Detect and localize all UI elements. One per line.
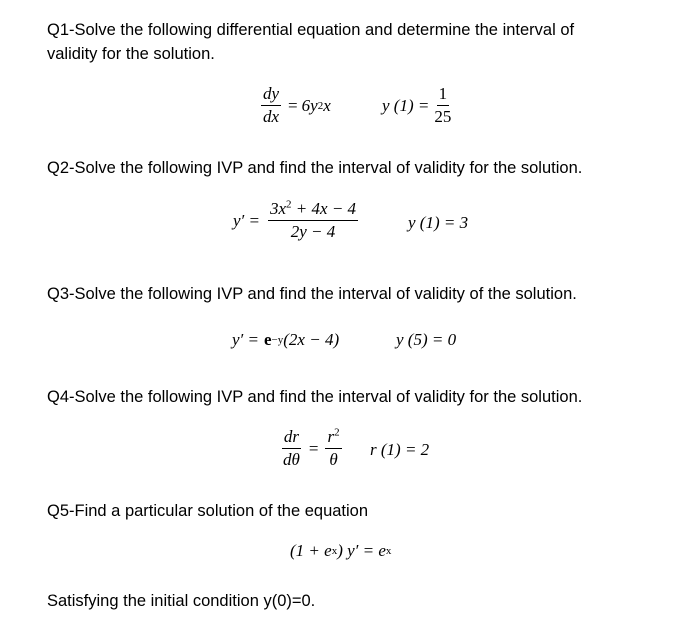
q4-cond-text: r (1) = 2 — [370, 440, 430, 459]
q4-rhs-num-base: r — [327, 427, 335, 446]
q4-prompt-line1: Q4-Solve the following IVP and find the interval of validity for the solution. — [47, 388, 583, 406]
q2-cond-text: y (1) = 3 — [408, 213, 469, 232]
q1-equals: = — [288, 95, 298, 115]
q3-lhs: y′ = — [232, 330, 259, 349]
q5-prompt-line1: Q5-Find a particular solution of the equation — [47, 502, 369, 520]
q1-rhs-var: x — [323, 95, 331, 115]
q4-lhs-num: dr — [282, 428, 301, 449]
q3-equation: y′ = e −y (2x − 4) — [232, 330, 340, 349]
q2-lhs: y′ = — [233, 210, 260, 230]
q5-part1: (1 + e — [290, 541, 332, 560]
q1-rhs-coef: 6y — [301, 95, 318, 115]
q4-lhs-fraction — [281, 428, 302, 469]
q4-rhs-num — [325, 428, 341, 449]
q1-prompt — [47, 18, 574, 66]
q2-equation — [233, 200, 361, 241]
q5-equation: (1 + e x ) y′ = e x — [290, 541, 392, 560]
q1-lhs-den: dx — [263, 107, 280, 126]
q3-condition — [396, 330, 456, 350]
q3-cond-text: y (5) = 0 — [396, 330, 457, 349]
q2-num-a: 3x — [270, 199, 287, 218]
q1-prompt-line2: validity for the solution. — [47, 45, 215, 63]
q1-cond-lhs: y (1) = — [382, 95, 430, 115]
q1-cond-fraction — [432, 85, 453, 126]
q4-rhs-num-exp: 2 — [334, 426, 340, 439]
q4-lhs-den: dθ — [283, 450, 300, 469]
q5-footer: Satisfying the initial condition y(0)=0. — [47, 592, 316, 610]
q1-cond-den: 25 — [434, 107, 452, 126]
q5-prompt — [47, 499, 368, 523]
q1-equation: $\frac{dy}{dx}$ = 6y 2 x — [263, 84, 331, 126]
q3-prompt — [47, 282, 577, 306]
q3-prompt-line1: Q3-Solve the following IVP and find the interval of validity of the solution. — [47, 285, 577, 303]
q1-lhs-fraction — [261, 85, 281, 126]
q2-prompt-line1: Q2-Solve the following IVP and find the interval of validity for the solution. — [47, 159, 583, 177]
q1-prompt-line1: Q1-Solve the following differential equation and determine the interval of — [47, 21, 575, 39]
q2-prompt — [47, 156, 582, 180]
q1-cond-num: 1 — [437, 85, 450, 106]
q2-num-b: + 4x − 4 — [291, 199, 357, 218]
q1-condition — [382, 85, 456, 126]
q2-rhs-den: 2y − 4 — [290, 222, 336, 241]
q2-num-exp: 2 — [286, 198, 292, 211]
q4-condition — [370, 440, 429, 460]
q2-condition — [408, 213, 468, 233]
q5-part2: ) y′ = e — [337, 541, 386, 560]
q4-equation — [278, 428, 345, 469]
q2-rhs-num — [268, 200, 358, 221]
q3-rest: (2x − 4) — [283, 330, 340, 349]
q1-lhs-num: dy — [261, 85, 281, 106]
q3-base: e — [264, 330, 272, 349]
q4-equals: = — [308, 438, 319, 458]
q4-prompt — [47, 385, 582, 409]
q4-rhs-den: θ — [329, 450, 338, 469]
q4-rhs-fraction — [325, 428, 341, 469]
q2-rhs-fraction — [268, 200, 358, 241]
